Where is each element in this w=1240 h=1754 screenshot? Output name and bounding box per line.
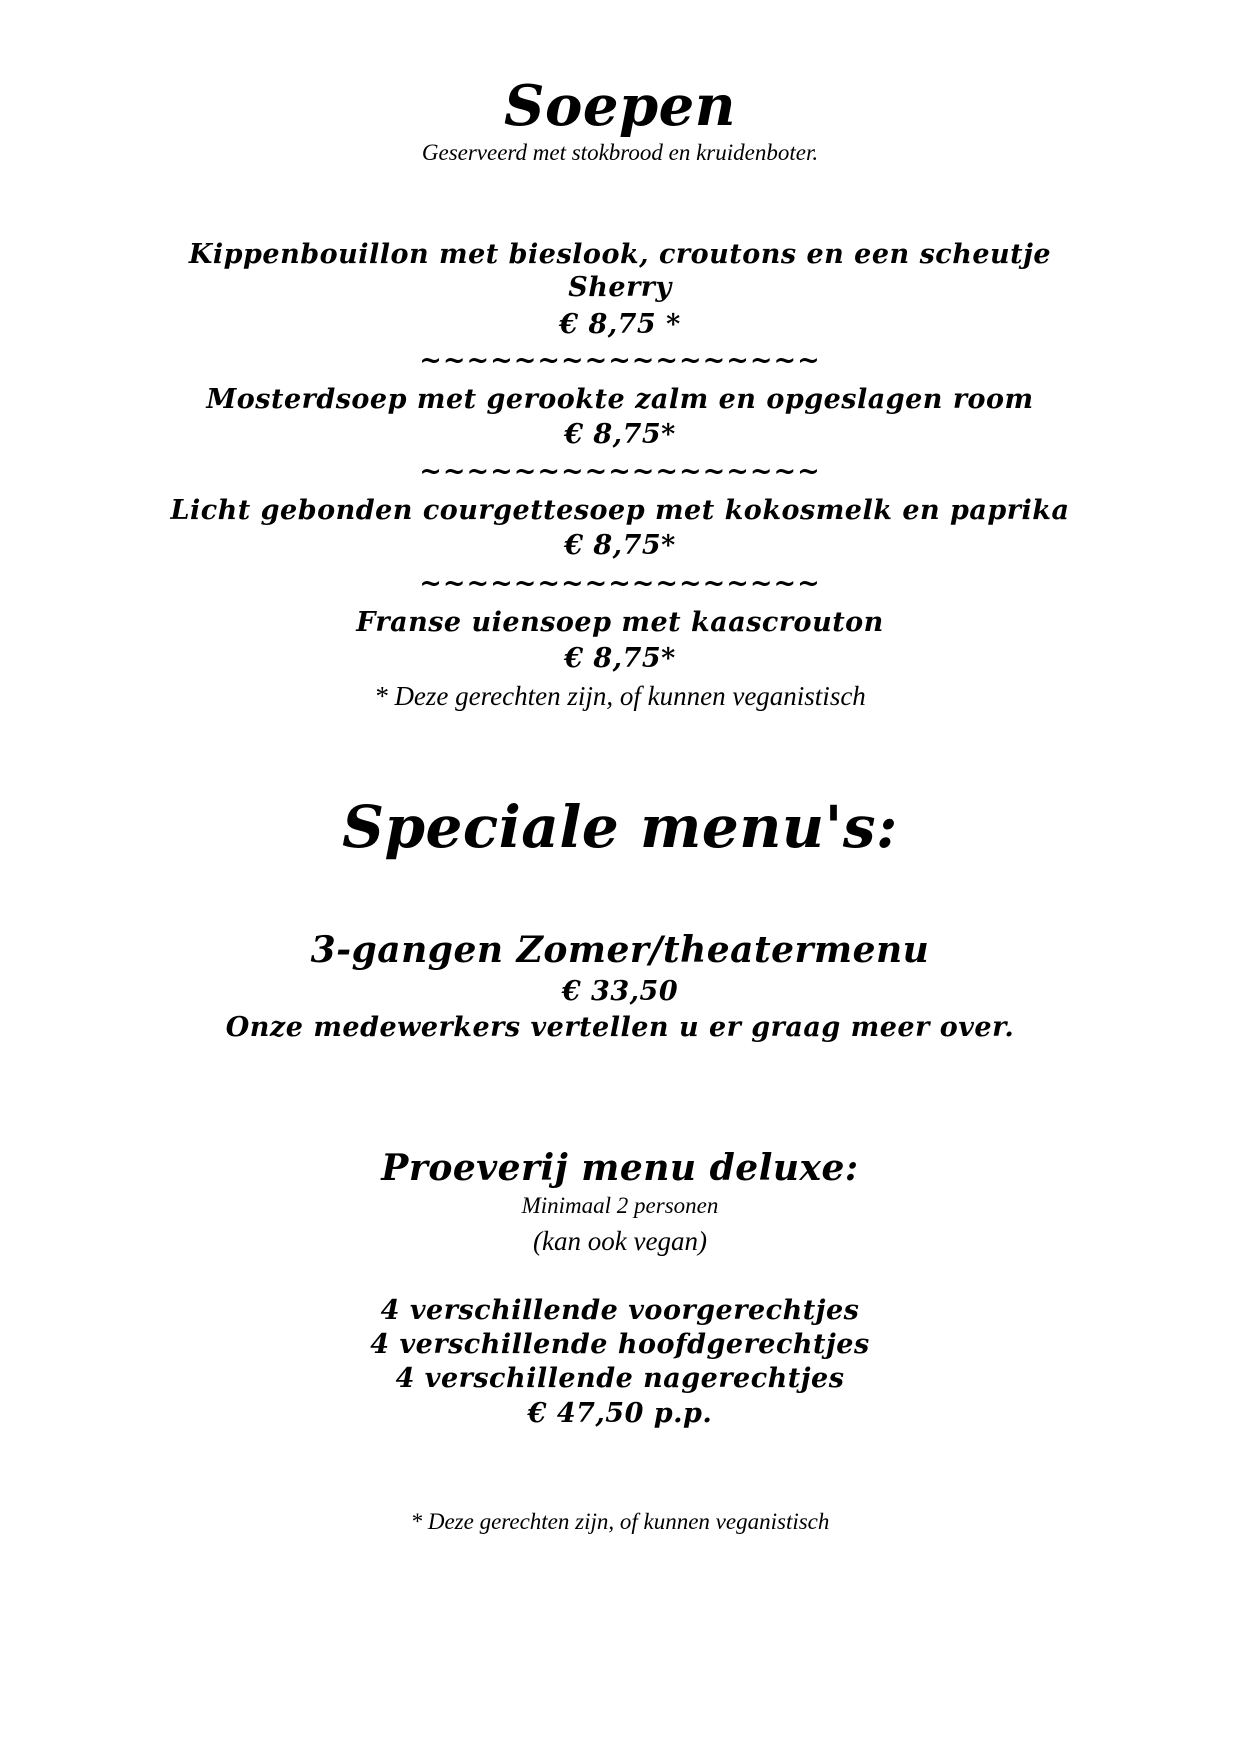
- soup-2-name: Mosterdsoep met gerookte zalm en opgeslagen room: [206, 384, 1034, 415]
- theater-menu-note: Onze medewerkers vertellen u er graag meer over.: [225, 1012, 1015, 1043]
- soup-4-name: Franse uiensoep met kaascrouton: [356, 607, 884, 638]
- proeverij-title: Proeverij menu deluxe:: [381, 1147, 859, 1189]
- proeverij-vegan: (kan ook vegan): [533, 1226, 707, 1256]
- soup-2-price: € 8,75*: [564, 419, 676, 450]
- separator-1: ~~~~~~~~~~~~~~~~~: [419, 345, 821, 376]
- soup-4-price: € 8,75*: [564, 643, 676, 674]
- theater-menu-price: € 33,50: [561, 976, 679, 1007]
- separator-3: ~~~~~~~~~~~~~~~~~: [419, 568, 821, 599]
- soepen-subtitle: Geserveerd met stokbrood en kruidenboter.: [421, 140, 819, 165]
- soup-1-name-line2: Sherry: [568, 272, 672, 303]
- separator-2: ~~~~~~~~~~~~~~~~~: [419, 456, 821, 487]
- theater-menu-title: 3-gangen Zomer/theatermenu: [310, 929, 930, 971]
- soepen-footnote: * Deze gerechten zijn, of kunnen veganistisch: [374, 681, 866, 711]
- soup-1-name-line1: Kippenbouillon met bieslook, croutons en een scheutje: [188, 239, 1052, 270]
- proeverij-line-3: 4 verschillende nagerechtjes: [395, 1363, 845, 1394]
- soup-3-price: € 8,75*: [564, 530, 676, 561]
- speciale-footnote: * Deze gerechten zijn, of kunnen veganistisch: [410, 1509, 830, 1534]
- soup-1-price: € 8,75 *: [559, 309, 681, 340]
- proeverij-price: € 47,50 p.p.: [527, 1398, 713, 1429]
- proeverij-line-1: 4 verschillende voorgerechtjes: [380, 1295, 860, 1326]
- proeverij-line-2: 4 verschillende hoofdgerechtjes: [370, 1329, 870, 1360]
- soepen-title: Soepen: [504, 73, 736, 139]
- speciale-title: Speciale menu's:: [342, 793, 898, 861]
- soup-3-name: Licht gebonden courgettesoep met kokosmelk en paprika: [170, 495, 1070, 526]
- proeverij-min: Minimaal 2 personen: [521, 1193, 719, 1218]
